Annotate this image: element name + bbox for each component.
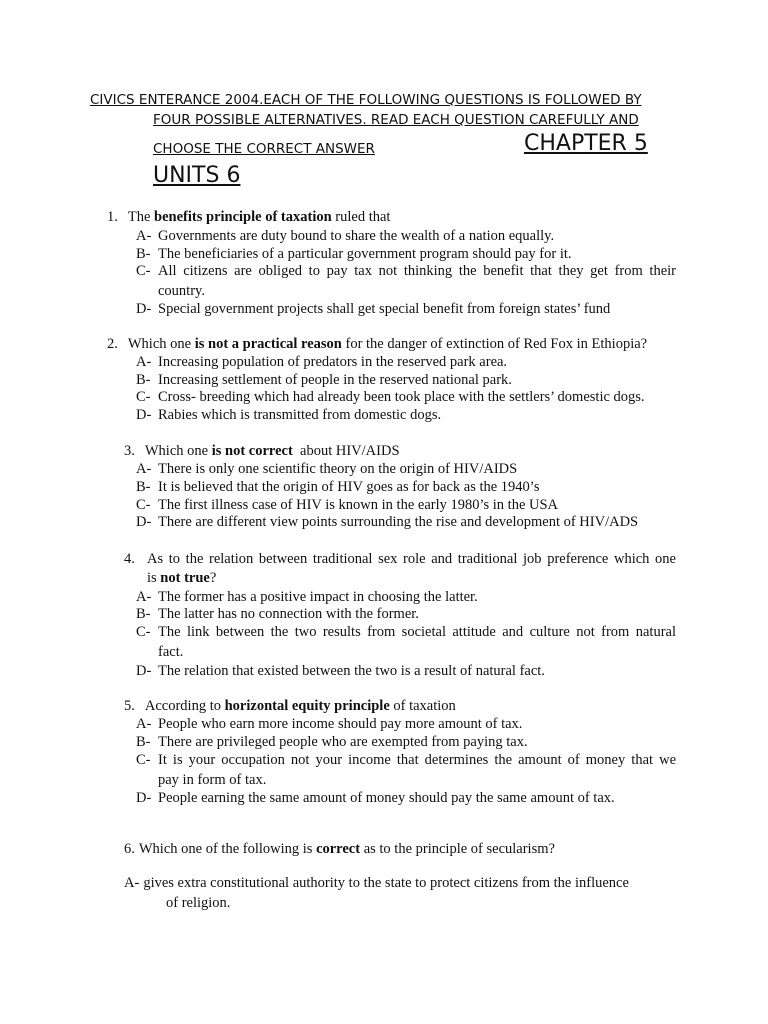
question-4-number: 4. <box>124 551 135 567</box>
option-4b: B- <box>136 606 151 622</box>
option-5c: C- <box>136 752 151 768</box>
option-3b: B- <box>136 479 151 495</box>
header-line-2: FOUR POSSIBLE ALTERNATIVES. READ EACH QUESTION CAREFULLY AND <box>153 112 639 128</box>
option-2c: C- <box>136 389 151 405</box>
option-4a-text: The former has a positive impact in choosing the latter. <box>158 589 478 605</box>
question-number: 1. <box>107 209 118 225</box>
option-4c: C- <box>136 624 151 640</box>
question-2: 2. Which one is not a practical reason for the danger of extinction of Red Fox in Ethiopia? <box>107 336 648 352</box>
option-4b-text: The latter has no connection with the former. <box>158 606 419 622</box>
question-4-cont: is not true? <box>147 570 217 586</box>
option-6a-cont: of religion. <box>166 895 231 911</box>
option-2d: D- <box>136 407 152 423</box>
question-4-text: As to the relation between traditional sex role and traditional job preference which one <box>147 551 676 567</box>
option-2b-text: Increasing settlement of people in the reserved national park. <box>158 372 512 388</box>
option-1a-text: Governments are duty bound to share the wealth of a nation equally. <box>158 228 555 244</box>
question-3: 3. Which one is not correct about HIV/AIDS <box>124 443 400 459</box>
option-3a-text: There is only one scientific theory on the origin of HIV/AIDS <box>158 461 518 477</box>
option-3d: D- <box>136 514 152 530</box>
option-5d-text: People earning the same amount of money should pay the same amount of tax. <box>158 790 615 806</box>
option-5c-text: It is your occupation not your income that determines the amount of money that we <box>158 752 676 768</box>
option-1b: B- <box>136 246 151 262</box>
question-number: 3. <box>124 443 135 459</box>
option-1b-text: The beneficiaries of a particular government program should pay for it. <box>158 246 572 262</box>
option-6a <box>124 874 629 892</box>
option-letter: A- <box>136 228 152 244</box>
option-3c-text: The first illness case of HIV is known in the early 1980’s in the USA <box>158 497 559 513</box>
header-line-3 <box>153 141 485 157</box>
option-1c: C- <box>136 263 151 279</box>
option-2a-text: Increasing population of predators in the reserved park area. <box>158 354 508 370</box>
units-heading: UNITS 6 <box>153 163 241 188</box>
option-4d: D- <box>136 663 152 679</box>
option-6a-text: gives extra constitutional authority to the state to protect citizens from the influence <box>143 875 629 891</box>
question-6: 6. Which one of the following is correct as to the principle of secularism? <box>124 841 555 857</box>
option-5a: A- <box>136 716 152 732</box>
option-3a: A- <box>136 461 152 477</box>
option-4d-text: The relation that existed between the two is a result of natural fact. <box>158 663 545 679</box>
option-4c-text: The link between the two results from societal attitude and culture not from natural <box>158 624 676 640</box>
option-2c-text: Cross- breeding which had already been took place with the settlers’ domestic dogs. <box>158 389 645 405</box>
option-3b-text: It is believed that the origin of HIV goes as for back as the 1940’s <box>158 479 540 495</box>
question-number: 2. <box>107 336 118 352</box>
option-1c-text: All citizens are obliged to pay tax not thinking the benefit that they get from their <box>158 263 676 279</box>
chapter-text: CHAPTER 5 <box>524 131 648 156</box>
option-1d-text: Special government projects shall get special benefit from foreign states’ fund <box>158 301 611 317</box>
question-number: 6. <box>124 841 135 857</box>
question-5: 5. According to horizontal equity principle of taxation <box>124 698 456 714</box>
option-2a: A- <box>136 354 152 370</box>
option-2d-text: Rabies which is transmitted from domestic dogs. <box>158 407 442 423</box>
option-letter: A- <box>124 875 140 891</box>
option-5c-cont: pay in form of tax. <box>158 772 267 788</box>
chapter-heading <box>490 131 662 156</box>
header-line-3-text: CHOOSE THE CORRECT ANSWER <box>153 141 375 157</box>
option-5d: D- <box>136 790 152 806</box>
option-3c: C- <box>136 497 151 513</box>
option-3d-text: There are different view points surrounding the rise and development of HIV/ADS <box>158 514 639 530</box>
header-line-1: CIVICS ENTERANCE 2004.EACH OF THE FOLLOWING QUESTIONS IS FOLLOWED BY <box>90 92 642 108</box>
option-1d: D- <box>136 301 152 317</box>
option-4c-cont: fact. <box>158 644 184 660</box>
option-1c-cont: country. <box>158 283 205 299</box>
question-number: 5. <box>124 698 135 714</box>
option-1a <box>136 227 151 245</box>
option-5a-text: People who earn more income should pay more amount of tax. <box>158 716 523 732</box>
option-5b-text: There are privileged people who are exempted from paying tax. <box>158 734 528 750</box>
question-1: 1. The benefits principle of taxation ruled that <box>107 209 391 225</box>
option-5b: B- <box>136 734 151 750</box>
option-2b: B- <box>136 372 151 388</box>
option-4a: A- <box>136 589 152 605</box>
